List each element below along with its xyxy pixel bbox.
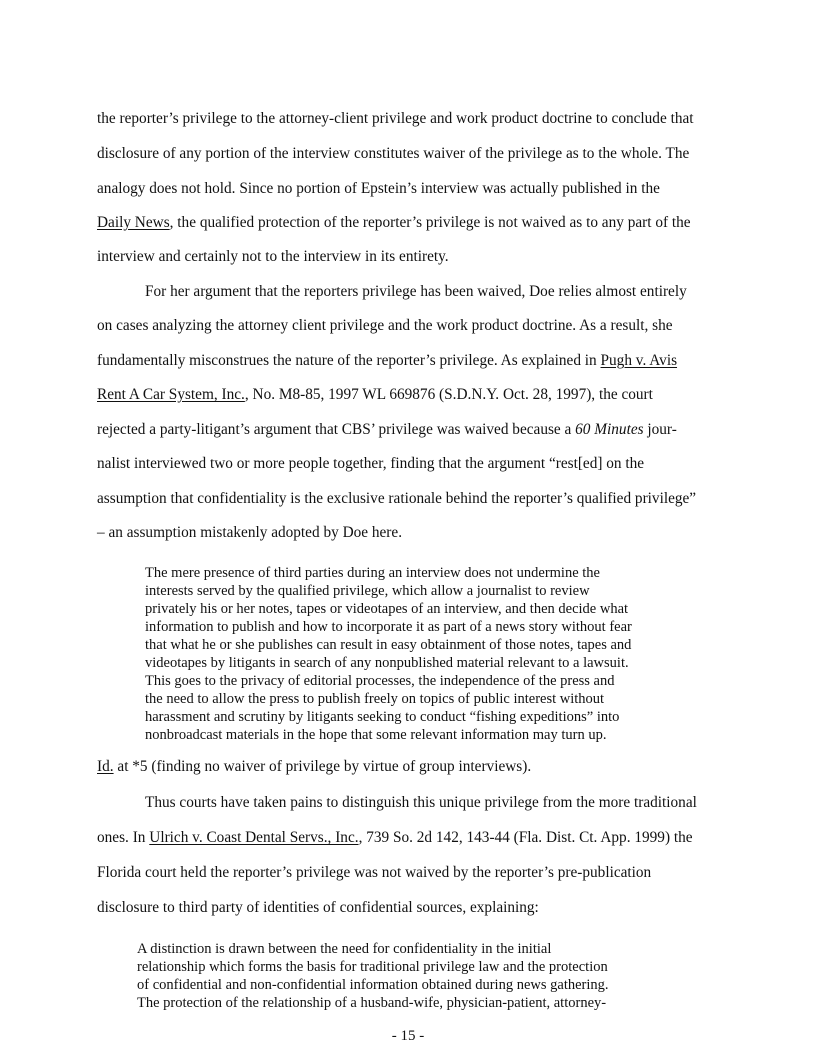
text: jour- <box>643 421 677 438</box>
text: nalist interviewed two or more people together, finding that the argument “rest[ed] on the <box>97 455 645 472</box>
body-text-line <box>97 524 402 542</box>
text: , the qualified protection of the reporter’s privilege is not waived as to any part of the <box>169 214 691 231</box>
text: analogy does not hold. Since no portion of Epstein’s interview was actually published in the <box>97 180 660 197</box>
body-text-line <box>97 145 689 163</box>
text: disclosure to third party of identities of confidential sources, explaining: <box>97 899 539 916</box>
text: , No. M8-85, 1997 WL 669876 (S.D.N.Y. Oct. 28, 1997), the court <box>244 386 653 403</box>
body-text-line <box>97 864 651 882</box>
block-quote-line <box>137 995 606 1013</box>
text: , 739 So. 2d 142, 143-44 (Fla. Dist. Ct. App. 1999) the <box>358 829 693 846</box>
body-text-line <box>97 490 696 508</box>
text: The protection of the relationship of a husband-wife, physician-patient, attorney- <box>137 995 607 1011</box>
block-quote-line <box>145 673 615 691</box>
block-quote-line <box>145 727 606 745</box>
text: – an assumption mistakenly adopted by Doe here. <box>97 524 403 541</box>
block-quote-line <box>145 565 600 583</box>
text: information to publish and how to incorporate it as part of a news story without fear <box>145 619 632 635</box>
text: that what he or she publishes can result in easy obtainment of those notes, tapes and <box>145 637 632 653</box>
text: This goes to the privacy of editorial processes, the independence of the press and <box>145 673 615 689</box>
body-text-line <box>97 421 677 439</box>
text: For her argument that the reporters privilege has been waived, Doe relies almost entirely <box>145 283 687 300</box>
text: videotapes by litigants in search of any nonpublished material relevant to a lawsuit. <box>145 655 629 671</box>
block-quote-line <box>137 959 608 977</box>
text: The mere presence of third parties during an interview does not undermine the <box>145 565 600 581</box>
text: Florida court held the reporter’s privilege was not waived by the reporter’s pre-publication <box>97 864 652 881</box>
body-text-line <box>97 829 693 847</box>
text: the need to allow the press to publish freely on topics of public interest without <box>145 691 605 707</box>
block-quote-line <box>145 637 631 655</box>
body-text-line <box>97 899 539 917</box>
text: rejected a party-litigant’s argument that CBS’ privilege was waived because a <box>97 421 576 438</box>
block-quote-line <box>145 709 619 727</box>
text: ones. In <box>97 829 150 846</box>
body-text-line <box>97 352 677 370</box>
body-text-line <box>97 110 694 128</box>
block-quote-line <box>145 601 628 619</box>
body-text-line <box>145 794 697 812</box>
text: disclosure of any portion of the interview constitutes waiver of the privilege as to the whole. The <box>97 145 690 162</box>
text: harassment and scrutiny by litigants seeking to conduct “fishing expeditions” into <box>145 709 620 725</box>
case-citation: Ulrich v. Coast Dental Servs., Inc. <box>149 829 359 846</box>
case-citation: Id. <box>97 758 114 775</box>
text: at *5 (finding no waiver of privilege by virtue of group interviews). <box>113 758 532 775</box>
text: A distinction is drawn between the need for confidentiality in the initial <box>137 941 552 957</box>
body-text-line <box>97 248 449 266</box>
text: Thus courts have taken pains to distinguish this unique privilege from the more traditional <box>145 794 697 811</box>
block-quote-line <box>145 619 632 637</box>
text: relationship which forms the basis for traditional privilege law and the protection <box>137 959 608 975</box>
case-citation: Daily News <box>97 214 170 231</box>
text: the reporter’s privilege to the attorney-client privilege and work product doctrine to conclude that <box>97 110 694 127</box>
block-quote-line <box>145 583 590 601</box>
text: of confidential and non-confidential information obtained during news gathering. <box>137 977 609 993</box>
text: assumption that confidentiality is the exclusive rationale behind the reporter’s qualified privilege” <box>97 490 697 507</box>
text: on cases analyzing the attorney client privilege and the work product doctrine. As a result, she <box>97 317 673 334</box>
text: nonbroadcast materials in the hope that some relevant information may turn up. <box>145 727 607 743</box>
block-quote-line <box>137 977 609 995</box>
block-quote-line <box>137 941 551 959</box>
text: fundamentally misconstrues the nature of the reporter’s privilege. As explained in <box>97 352 601 369</box>
body-text-line <box>97 455 644 473</box>
body-text-line <box>145 283 687 301</box>
body-text-line <box>97 180 660 198</box>
text: interests served by the qualified privilege, which allow a journalist to review <box>145 583 590 599</box>
body-text-line <box>97 758 531 776</box>
case-citation: Pugh v. Avis <box>600 352 678 369</box>
block-quote-line <box>145 655 629 673</box>
body-text-line <box>97 386 653 404</box>
block-quote-line <box>145 691 604 709</box>
body-text-line <box>97 317 673 335</box>
program-title: 60 Minutes <box>575 421 644 438</box>
text: privately his or her notes, tapes or videotapes of an interview, and then decide what <box>145 601 629 617</box>
body-text-line <box>97 214 691 232</box>
case-citation: Rent A Car System, Inc. <box>97 386 245 403</box>
text: interview and certainly not to the interview in its entirety. <box>97 248 449 265</box>
page-number: - 15 - <box>391 1028 425 1044</box>
